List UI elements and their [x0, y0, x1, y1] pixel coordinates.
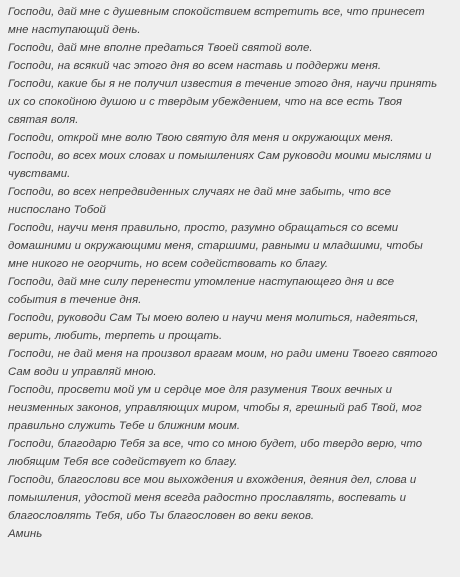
prayer-line: Господи, открой мне волю Твою святую для меня и окружающих меня. — [8, 132, 394, 144]
prayer-line: неизменных законов, управляющих миром, чтобы я, грешный раб Твой, мог — [8, 402, 422, 414]
prayer-line: Господи, какие бы я не получил известия в течение этого дня, научи принять — [8, 78, 438, 90]
prayer-line: любящим Тебя все содействует ко благу. — [8, 456, 238, 468]
prayer-line: Господи, не дай меня на произвол врагам моим, но ради имени Твоего святого — [8, 348, 438, 360]
prayer-line: Господи, дай мне вполне предаться Твоей святой воле. — [8, 42, 313, 54]
prayer-line: Господи, просвети мой ум и сердце мое для разумения Твоих вечных и — [8, 384, 393, 396]
prayer-line: Господи, научи меня правильно, просто, разумно обращаться со всеми — [8, 222, 399, 234]
prayer-line: Господи, дай мне с душевным спокойствием встретить все, что принесет — [8, 6, 425, 18]
prayer-line: Господи, во всех моих словах и помышлениях Сам руководи моими мыслями и — [8, 150, 432, 162]
prayer-line: Сам води и управляй мною. — [8, 366, 157, 378]
prayer-line: Господи, благодарю Тебя за все, что со мною будет, ибо твердо верю, что — [8, 438, 423, 450]
prayer-line: чувствами. — [8, 168, 71, 180]
prayer-line: мне никого не огорчить, но всем содействовать ко благу. — [8, 258, 329, 270]
prayer-line: домашними и окружающими меня, старшими, равными и младшими, чтобы — [8, 240, 423, 252]
prayer-line: Господи, на всякий час этого дня во всем наставь и поддержи меня. — [8, 60, 382, 72]
amen-line: Аминь — [8, 528, 43, 540]
prayer-line: Господи, благослови все мои выхождения и вхождения, деяния дел, слова и — [8, 474, 417, 486]
prayer-line: Господи, дай мне силу перенести утомление наступающего дня и все — [8, 276, 395, 288]
prayer-line: верить, любить, терпеть и прощать. — [8, 330, 223, 342]
prayer-line: события в течение дня. — [8, 294, 142, 306]
prayer-line: ниспослано Тобой — [8, 204, 106, 216]
prayer-line: помышления, удостой меня всегда радостно прославлять, воспевать и — [8, 492, 407, 504]
prayer-line: их со спокойною душою и с твердым убеждением, что на все есть Твоя — [8, 96, 402, 108]
prayer-line: Господи, во всех непредвиденных случаях не дай мне забыть, что все — [8, 186, 392, 198]
prayer-line: благословлять Тебя, ибо Ты благословен во веки веков. — [8, 510, 315, 522]
prayer-line: Господи, руководи Сам Ты моею волею и научи меня молиться, надеяться, — [8, 312, 419, 324]
prayer-text — [8, 3, 454, 543]
prayer-line: правильно служить Тебе и ближним моим. — [8, 420, 241, 432]
prayer-line: святая воля. — [8, 114, 79, 126]
prayer-line: мне наступающий день. — [8, 24, 141, 36]
